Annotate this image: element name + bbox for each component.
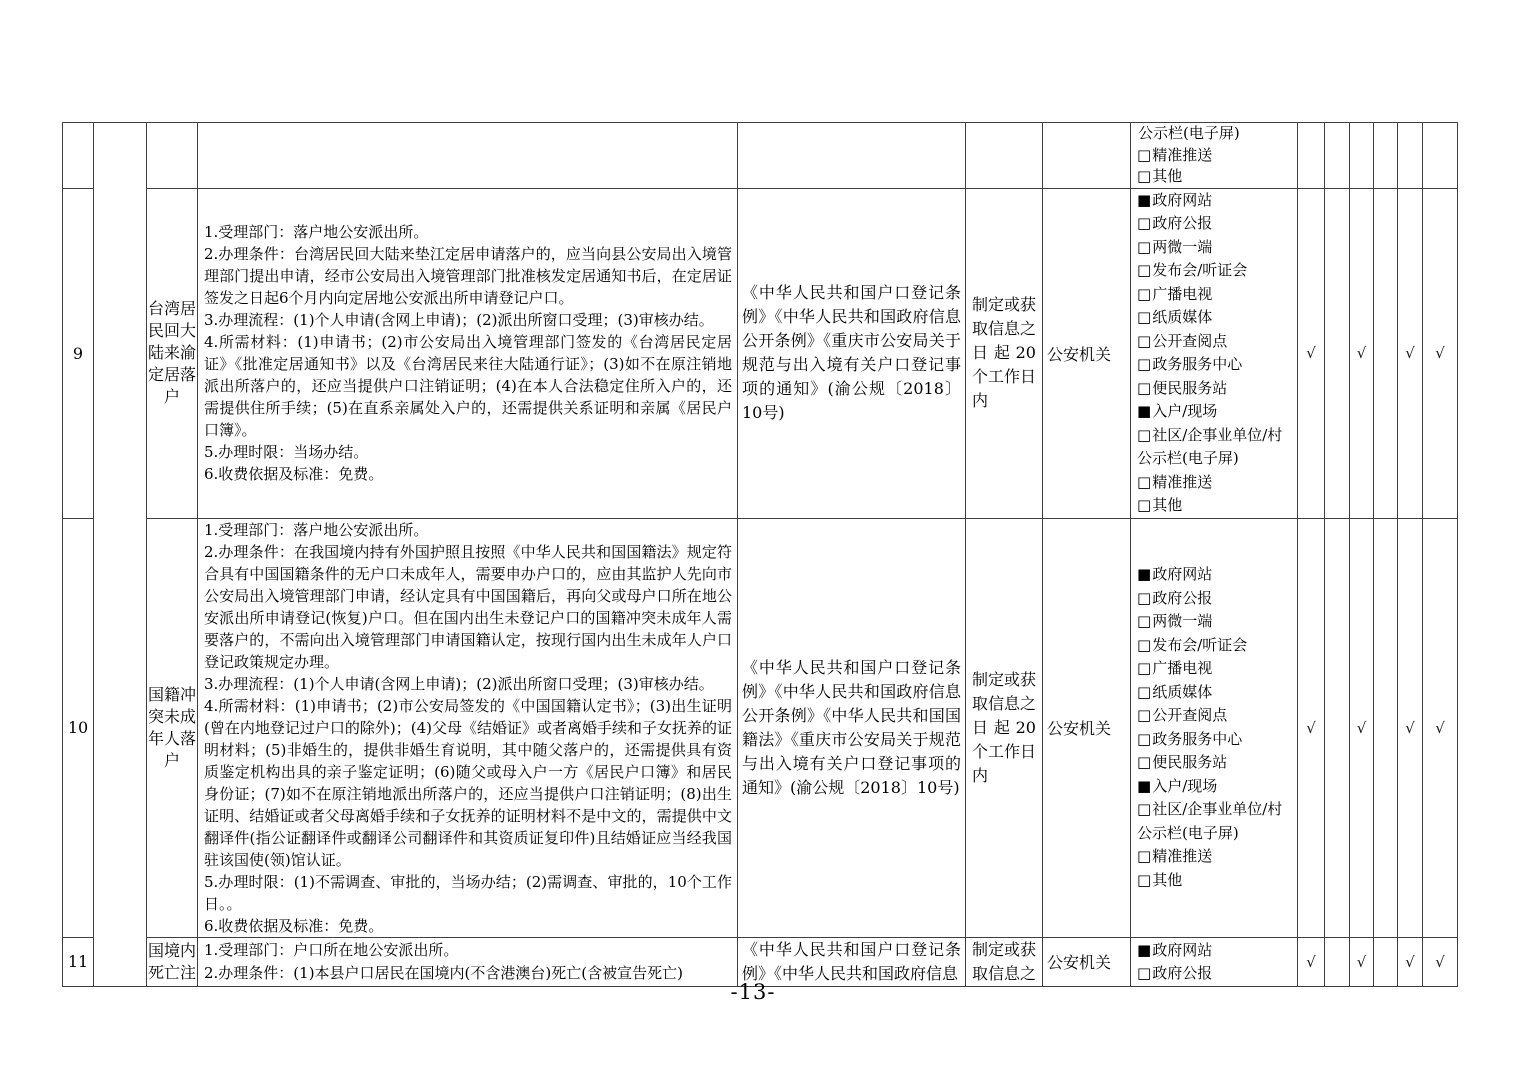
flag-column-cell (1350, 518, 1374, 937)
check-icon: √ (1356, 344, 1367, 362)
description-cell (198, 123, 738, 189)
flag-column-cell (1374, 518, 1398, 937)
legal-basis-text: 《中华人民共和国户口登记条例》《中华人民共和国政府信息 (742, 939, 961, 983)
checkbox-icon: ■ (1137, 940, 1152, 959)
agency-cell (1043, 123, 1131, 189)
row-number: 11 (67, 952, 89, 971)
flag-column-cell (1298, 518, 1325, 937)
check-icon: √ (1405, 718, 1415, 737)
channel-label: 其他 (1152, 496, 1183, 514)
row-number: 10 (67, 718, 89, 737)
publicity-channels-cell (1131, 188, 1298, 518)
channel-option (1137, 259, 1295, 283)
channel-option (1137, 494, 1295, 518)
check-icon: √ (1306, 952, 1316, 971)
channel-option (1137, 939, 1295, 962)
checkbox-icon: □ (1137, 308, 1152, 326)
services-table (62, 122, 1458, 987)
flag-column-cell (1298, 188, 1325, 518)
channel-option (1137, 123, 1295, 145)
legal-basis-cell (738, 123, 966, 189)
flag-column-cell (1398, 937, 1423, 986)
checkbox-icon: □ (1137, 472, 1152, 491)
channel-label: 入户/现场 (1152, 402, 1218, 420)
flag-column-cell (1325, 188, 1350, 518)
table-row-partial (63, 123, 1458, 189)
page-number: -13- (730, 980, 776, 1004)
check-icon: √ (1306, 344, 1316, 362)
agency-cell (1043, 188, 1131, 518)
check-icon: √ (1405, 344, 1415, 362)
checkbox-icon: □ (1137, 237, 1152, 256)
flag-column-cell (1350, 937, 1374, 986)
flag-column-cell (1325, 518, 1350, 937)
channel-option (1137, 424, 1295, 471)
channel-label: 公开查阅点 (1152, 706, 1228, 724)
channel-label: 公开查阅点 (1152, 331, 1228, 350)
service-name-cell (147, 518, 198, 937)
time-limit-text: 制定或获取信息之日起20个工作日内 (972, 669, 1037, 785)
channel-label: 政府公报 (1152, 963, 1213, 982)
checkbox-icon: □ (1137, 612, 1152, 630)
flag-column-cell (1325, 123, 1350, 189)
time-limit-cell (966, 518, 1043, 937)
description-line: 2.办理条件：台湾居民回大陆来垫江定居申请落户的，应当向县公安局出入境管理部门提出申请，经市公安局出入境管理部门批准核发定居通知书后，在定居证签发之日起6个月内向定居地公安派出所申请登记户口。 (204, 245, 732, 307)
flag-column-cell (1298, 123, 1325, 189)
checkbox-icon: ■ (1137, 565, 1152, 583)
legal-basis-cell (738, 518, 966, 937)
legal-basis-cell (738, 937, 966, 986)
description-line: 2.办理条件：在我国境内持有外国护照且按照《中华人民共和国国籍法》规定符合具有中国国籍条件的无户口未成年人，需要申办户口的，应由其监护人先向市公安局出入境管理部门申请，经认定具有中国国籍后，再向父或母户口所在地公安派出所申请登记(恢复)户口。但在国内出生未登记户口的国籍冲突未成年人需要落户的，不需向出入境管理部门申请国籍认定，按现行国内出生未成年人户口登记政策规定办理。 (204, 542, 732, 671)
flag-column-cell (1398, 123, 1423, 189)
channel-option (1137, 189, 1295, 213)
row-number-cell (63, 123, 94, 189)
checkbox-icon: □ (1137, 261, 1152, 279)
channel-option (1137, 657, 1295, 681)
channel-option (1137, 704, 1295, 728)
check-icon: √ (1356, 718, 1367, 737)
publicity-channels-cell (1131, 937, 1298, 986)
flag-column-cell (1374, 188, 1398, 518)
checkbox-icon: □ (1137, 588, 1152, 607)
flag-column-cell (1374, 937, 1398, 986)
channel-label: 精准推送 (1152, 472, 1213, 491)
service-name-cell (147, 937, 198, 986)
channel-option (1137, 751, 1295, 775)
channel-label: 发布会/听证会 (1152, 261, 1248, 279)
checkbox-icon: □ (1137, 729, 1152, 748)
checkbox-icon: □ (1137, 378, 1152, 397)
agency-text: 公安机关 (1047, 719, 1112, 738)
channel-label: 广播电视 (1152, 659, 1213, 677)
checkbox-icon: □ (1137, 167, 1152, 185)
channel-option (1137, 587, 1295, 611)
flag-column-cell (1423, 518, 1458, 937)
flag-column-cell (1423, 937, 1458, 986)
publicity-channels-cell (1131, 123, 1298, 189)
checkbox-icon: □ (1137, 214, 1152, 232)
channel-label: 政务服务中心 (1152, 729, 1243, 748)
channel-option (1137, 330, 1295, 354)
agency-cell (1043, 518, 1131, 937)
channel-option (1137, 869, 1295, 893)
channel-option (1137, 610, 1295, 634)
channel-label: 发布会/听证会 (1152, 635, 1248, 654)
check-icon: √ (1356, 952, 1367, 971)
check-icon: √ (1306, 718, 1316, 737)
time-limit-cell (966, 937, 1043, 986)
table-row-11 (63, 937, 1458, 986)
description-line: 2.办理条件：(1)本县户口居民在国境内(不含港澳台)死亡(含被宣告死亡) (204, 963, 683, 982)
channel-label: 精准推送 (1152, 145, 1213, 164)
legal-basis-text: 《中华人民共和国户口登记条例》《中华人民共和国政府信息公开条例》《中华人民共和国国籍法》《重庆市公安局关于规范与出入境有关户口登记事项的通知》(渝公规〔2018〕10号) (742, 657, 961, 797)
checkbox-icon: □ (1137, 800, 1152, 818)
channel-option (1137, 681, 1295, 705)
description-cell (198, 937, 738, 986)
checkbox-icon: □ (1137, 659, 1152, 677)
check-icon: √ (1405, 952, 1415, 971)
flag-column-cell (1350, 123, 1374, 189)
flag-column-cell (1350, 188, 1374, 518)
channel-option (1137, 306, 1295, 330)
checkbox-icon: □ (1137, 753, 1152, 771)
channel-label: 社区/企事业单位/村公示栏(电子屏) (1137, 425, 1283, 467)
description-line: 1.受理部门：落户地公安派出所。 (204, 223, 429, 241)
channel-label: 政府网站 (1152, 940, 1213, 959)
checkbox-icon: □ (1137, 145, 1152, 164)
channel-option (1137, 212, 1295, 236)
table-row-10 (63, 518, 1458, 937)
merged-blank-cell (94, 123, 147, 987)
description-line: 5.办理时限：当场办结。 (204, 443, 369, 461)
checkbox-icon: □ (1137, 331, 1152, 350)
description-line: 1.受理部门：落户地公安派出所。 (204, 520, 429, 539)
checkbox-icon: □ (1137, 870, 1152, 889)
description-line: 4.所需材料：(1)申请书；(2)市公安局签发的《中国国籍认定书》；(3)出生证明(曾在内地登记过户口的除外)；(4)父母《结婚证》或者离婚手续和子女抚养的证明材料；(5)非婚生的，提供非婚生育说明，其中随父落户的，还需提供具有资质鉴定机构出具的亲子鉴定证明；(6)随父或母入户一方《居民户口簿》和居民身份证；(7)如不在原注销地派出所落户的，还应当提供户口注销证明；(8)出生证明、结婚证或者父母离婚手续和子女抚养的证明材料不是中文的，需提供中文翻译件(指公证翻译件或翻译公司翻译件和其资质证复印件)且结婚证应当经我国驻该国使(领)馆认证。 (204, 696, 732, 869)
channel-label: 入户/现场 (1152, 776, 1218, 795)
agency-cell (1043, 937, 1131, 986)
description-line: 6.收费依据及标准：免费。 (204, 916, 384, 935)
flag-column-cell (1423, 123, 1458, 189)
description-line: 4.所需材料：(1)申请书；(2)市公安局出入境管理部门签发的《台湾居民定居证》《批准定居通知书》以及《台湾居民来往大陆通行证》；(3)如不在原注销地派出所落户的，还应当提供户口注销证明；(4)在本人合法稳定住所入户的，还需提供住所手续；(5)在直系亲属处入户的，还需提供关系证明和亲属《居民户口簿》。 (204, 333, 732, 439)
channel-label: 政务服务中心 (1152, 355, 1243, 373)
channel-label: 公示栏(电子屏) (1138, 124, 1240, 142)
checkbox-icon: □ (1137, 963, 1152, 982)
channel-option (1137, 166, 1295, 188)
table-row-9 (63, 188, 1458, 518)
publicity-channels-cell (1131, 518, 1298, 937)
description-cell (198, 518, 738, 937)
channel-label: 便民服务站 (1152, 378, 1228, 397)
flag-column-cell (1398, 188, 1423, 518)
channel-option (1137, 377, 1295, 401)
service-name: 台湾居民回大陆来渝定居落户 (148, 299, 197, 406)
check-icon: √ (1435, 952, 1445, 971)
description-line: 1.受理部门：户口所在地公安派出所。 (204, 940, 459, 959)
channel-label: 社区/企事业单位/村公示栏(电子屏) (1137, 800, 1283, 842)
channel-option (1137, 845, 1295, 869)
checkbox-icon: □ (1137, 682, 1152, 701)
checkbox-icon: □ (1137, 355, 1152, 373)
service-name: 国境内死亡注 (148, 940, 197, 982)
row-number-cell (63, 188, 94, 518)
channel-label: 广播电视 (1152, 284, 1213, 303)
channel-option (1137, 400, 1295, 424)
channel-label: 两微一端 (1152, 237, 1213, 256)
channel-option (1137, 236, 1295, 260)
legal-basis-text: 《中华人民共和国户口登记条例》《中华人民共和国政府信息公开条例》《重庆市公安局关于规范与出入境有关户口登记事项的通知》(渝公规〔2018〕10号) (742, 283, 961, 422)
flag-column-cell (1398, 518, 1423, 937)
description-line: 5.办理时限：(1)不需调查、审批的，当场办结；(2)需调查、审批的，10个工作日。。 (204, 872, 732, 913)
row-number: 9 (72, 343, 84, 363)
channel-label: 精准推送 (1152, 847, 1213, 865)
channel-option (1137, 471, 1295, 495)
channel-label: 政府公报 (1152, 588, 1213, 607)
channel-option (1137, 145, 1295, 167)
flag-column-cell (1374, 123, 1398, 189)
time-limit-cell (966, 188, 1043, 518)
service-name-cell (147, 123, 198, 189)
channel-label: 其他 (1152, 167, 1183, 185)
service-name-cell (147, 188, 198, 518)
description-line: 6.收费依据及标准：免费。 (204, 465, 384, 483)
checkbox-icon: □ (1137, 847, 1152, 865)
channel-label: 纸质媒体 (1152, 682, 1213, 701)
time-limit-cell (966, 123, 1043, 189)
channel-label: 政府网站 (1152, 190, 1213, 209)
channel-option (1137, 728, 1295, 752)
description-line: 3.办理流程：(1)个人申请(含网上申请)；(2)派出所窗口受理；(3)审核办结。 (204, 311, 714, 329)
checkbox-icon: □ (1137, 635, 1152, 654)
checkbox-icon: □ (1137, 284, 1152, 303)
channel-option (1137, 353, 1295, 377)
description-line: 3.办理流程：(1)个人申请(含网上申请)；(2)派出所窗口受理；(3)审核办结。 (204, 674, 714, 693)
checkbox-icon: □ (1137, 425, 1152, 444)
service-name: 国籍冲突未成年人落户 (148, 684, 197, 770)
legal-basis-cell (738, 188, 966, 518)
checkbox-icon: ■ (1137, 402, 1152, 420)
agency-text: 公安机关 (1047, 953, 1112, 972)
row-number-cell (63, 518, 94, 937)
channel-label: 便民服务站 (1152, 753, 1228, 771)
channel-label: 政府网站 (1152, 565, 1213, 583)
checkbox-icon: □ (1137, 496, 1152, 514)
channel-label: 两微一端 (1152, 612, 1213, 630)
check-icon: √ (1435, 344, 1445, 362)
channel-option (1137, 634, 1295, 658)
channel-option (1137, 563, 1295, 587)
time-limit-text: 制定或获取信息之 (972, 939, 1037, 983)
check-icon: √ (1435, 718, 1445, 737)
row-number-cell (63, 937, 94, 986)
flag-column-cell (1325, 937, 1350, 986)
channel-option (1137, 283, 1295, 307)
channel-label: 纸质媒体 (1152, 308, 1213, 326)
agency-text: 公安机关 (1047, 344, 1112, 364)
channel-label: 政府公报 (1152, 214, 1213, 232)
flag-column-cell (1298, 937, 1325, 986)
checkbox-icon: ■ (1137, 190, 1152, 209)
checkbox-icon: □ (1137, 706, 1152, 724)
description-cell (198, 188, 738, 518)
flag-column-cell (1423, 188, 1458, 518)
channel-option (1137, 798, 1295, 845)
time-limit-text: 制定或获取信息之日起20个工作日内 (972, 295, 1037, 410)
channel-label: 其他 (1152, 870, 1183, 889)
channel-option (1137, 775, 1295, 799)
checkbox-icon: ■ (1137, 776, 1152, 795)
